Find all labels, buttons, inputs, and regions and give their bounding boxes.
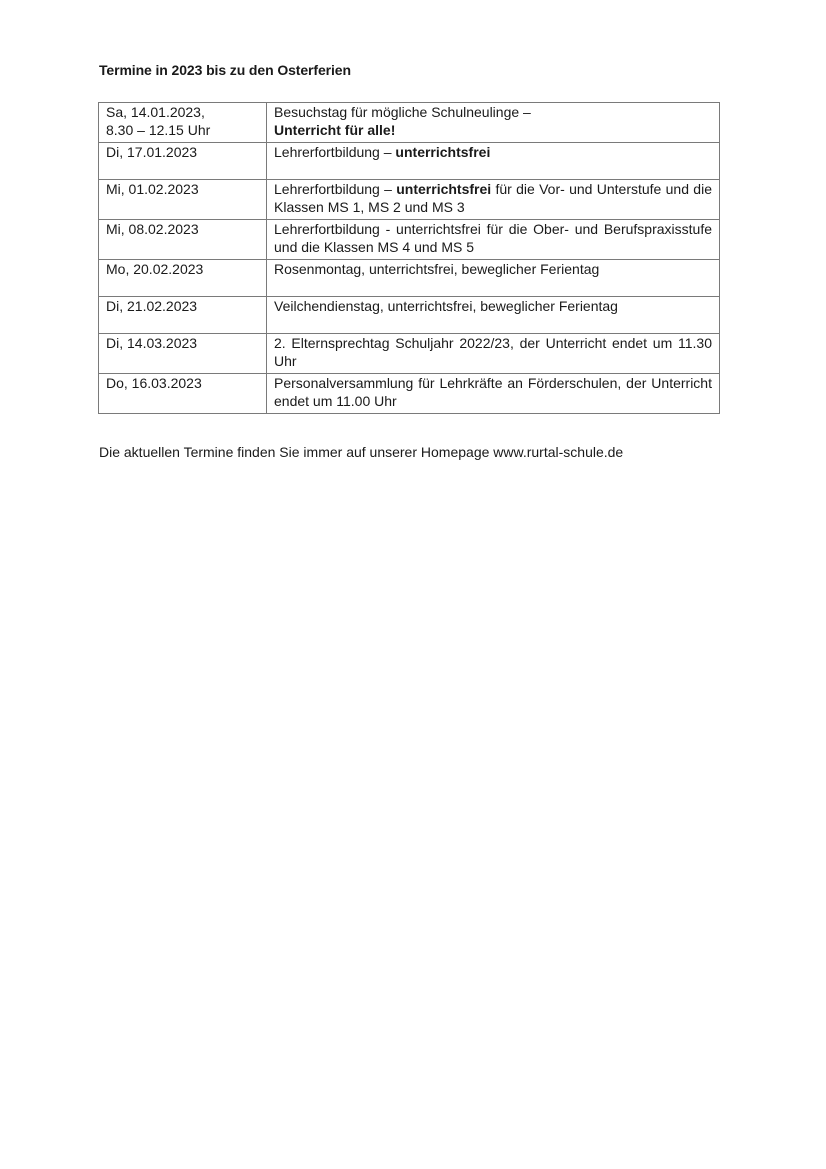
description-text: Besuchstag für mögliche Schulneulinge – [274,104,531,120]
appointments-table [98,102,720,414]
description-text: Lehrerfortbildung – [274,144,396,160]
description-cell [267,180,720,220]
time-text: 8.30 – 12.15 Uhr [106,121,211,138]
date-cell: Di, 17.01.2023 [99,143,267,180]
date-cell: Do, 16.03.2023 [99,374,267,414]
date-cell [99,103,267,143]
description-cell: Rosenmontag, unterrichtsfrei, beweglicher Ferientag [267,260,720,297]
table-row [99,260,720,297]
date-cell: Di, 14.03.2023 [99,334,267,374]
date-text: Sa, 14.01.2023, [106,104,205,120]
document-title: Termine in 2023 bis zu den Osterferien [99,62,351,78]
table-row [99,220,720,260]
table-row [99,180,720,220]
table-row [99,143,720,180]
description-cell: Personalversammlung für Lehrkräfte an Förderschulen, der Unterricht endet um 11.00 Uhr [267,374,720,414]
description-bold-text: Unterricht für alle! [274,121,396,138]
description-cell: 2. Elternsprechtag Schuljahr 2022/23, der Unterricht endet um 11.30 Uhr [267,334,720,374]
description-bold-text: unterrichtsfrei [395,144,491,160]
description-cell: Lehrerfortbildung - unterrichtsfrei für die Ober- und Berufspraxisstufe und die Klassen MS 4 und MS 5 [267,220,720,260]
description-text: Lehrerfortbildung – [274,181,397,197]
description-bold-text: unterrichtsfrei [396,181,492,197]
date-cell: Mi, 01.02.2023 [99,180,267,220]
date-cell: Mi, 08.02.2023 [99,220,267,260]
table-row [99,297,720,334]
description-cell [267,143,720,180]
footer-note: Die aktuellen Termine finden Sie immer auf unserer Homepage www.rurtal-schule.de [99,444,624,460]
date-cell: Mo, 20.02.2023 [99,260,267,297]
description-cell: Veilchendienstag, unterrichtsfrei, beweglicher Ferientag [267,297,720,334]
table-row [99,374,720,414]
date-cell: Di, 21.02.2023 [99,297,267,334]
table-row [99,103,720,143]
description-cell [267,103,720,143]
description-text-suffix: für die Vor- und Unterstufe und die Klassen MS 1, MS 2 und MS 3 [274,181,712,215]
table-row [99,334,720,374]
